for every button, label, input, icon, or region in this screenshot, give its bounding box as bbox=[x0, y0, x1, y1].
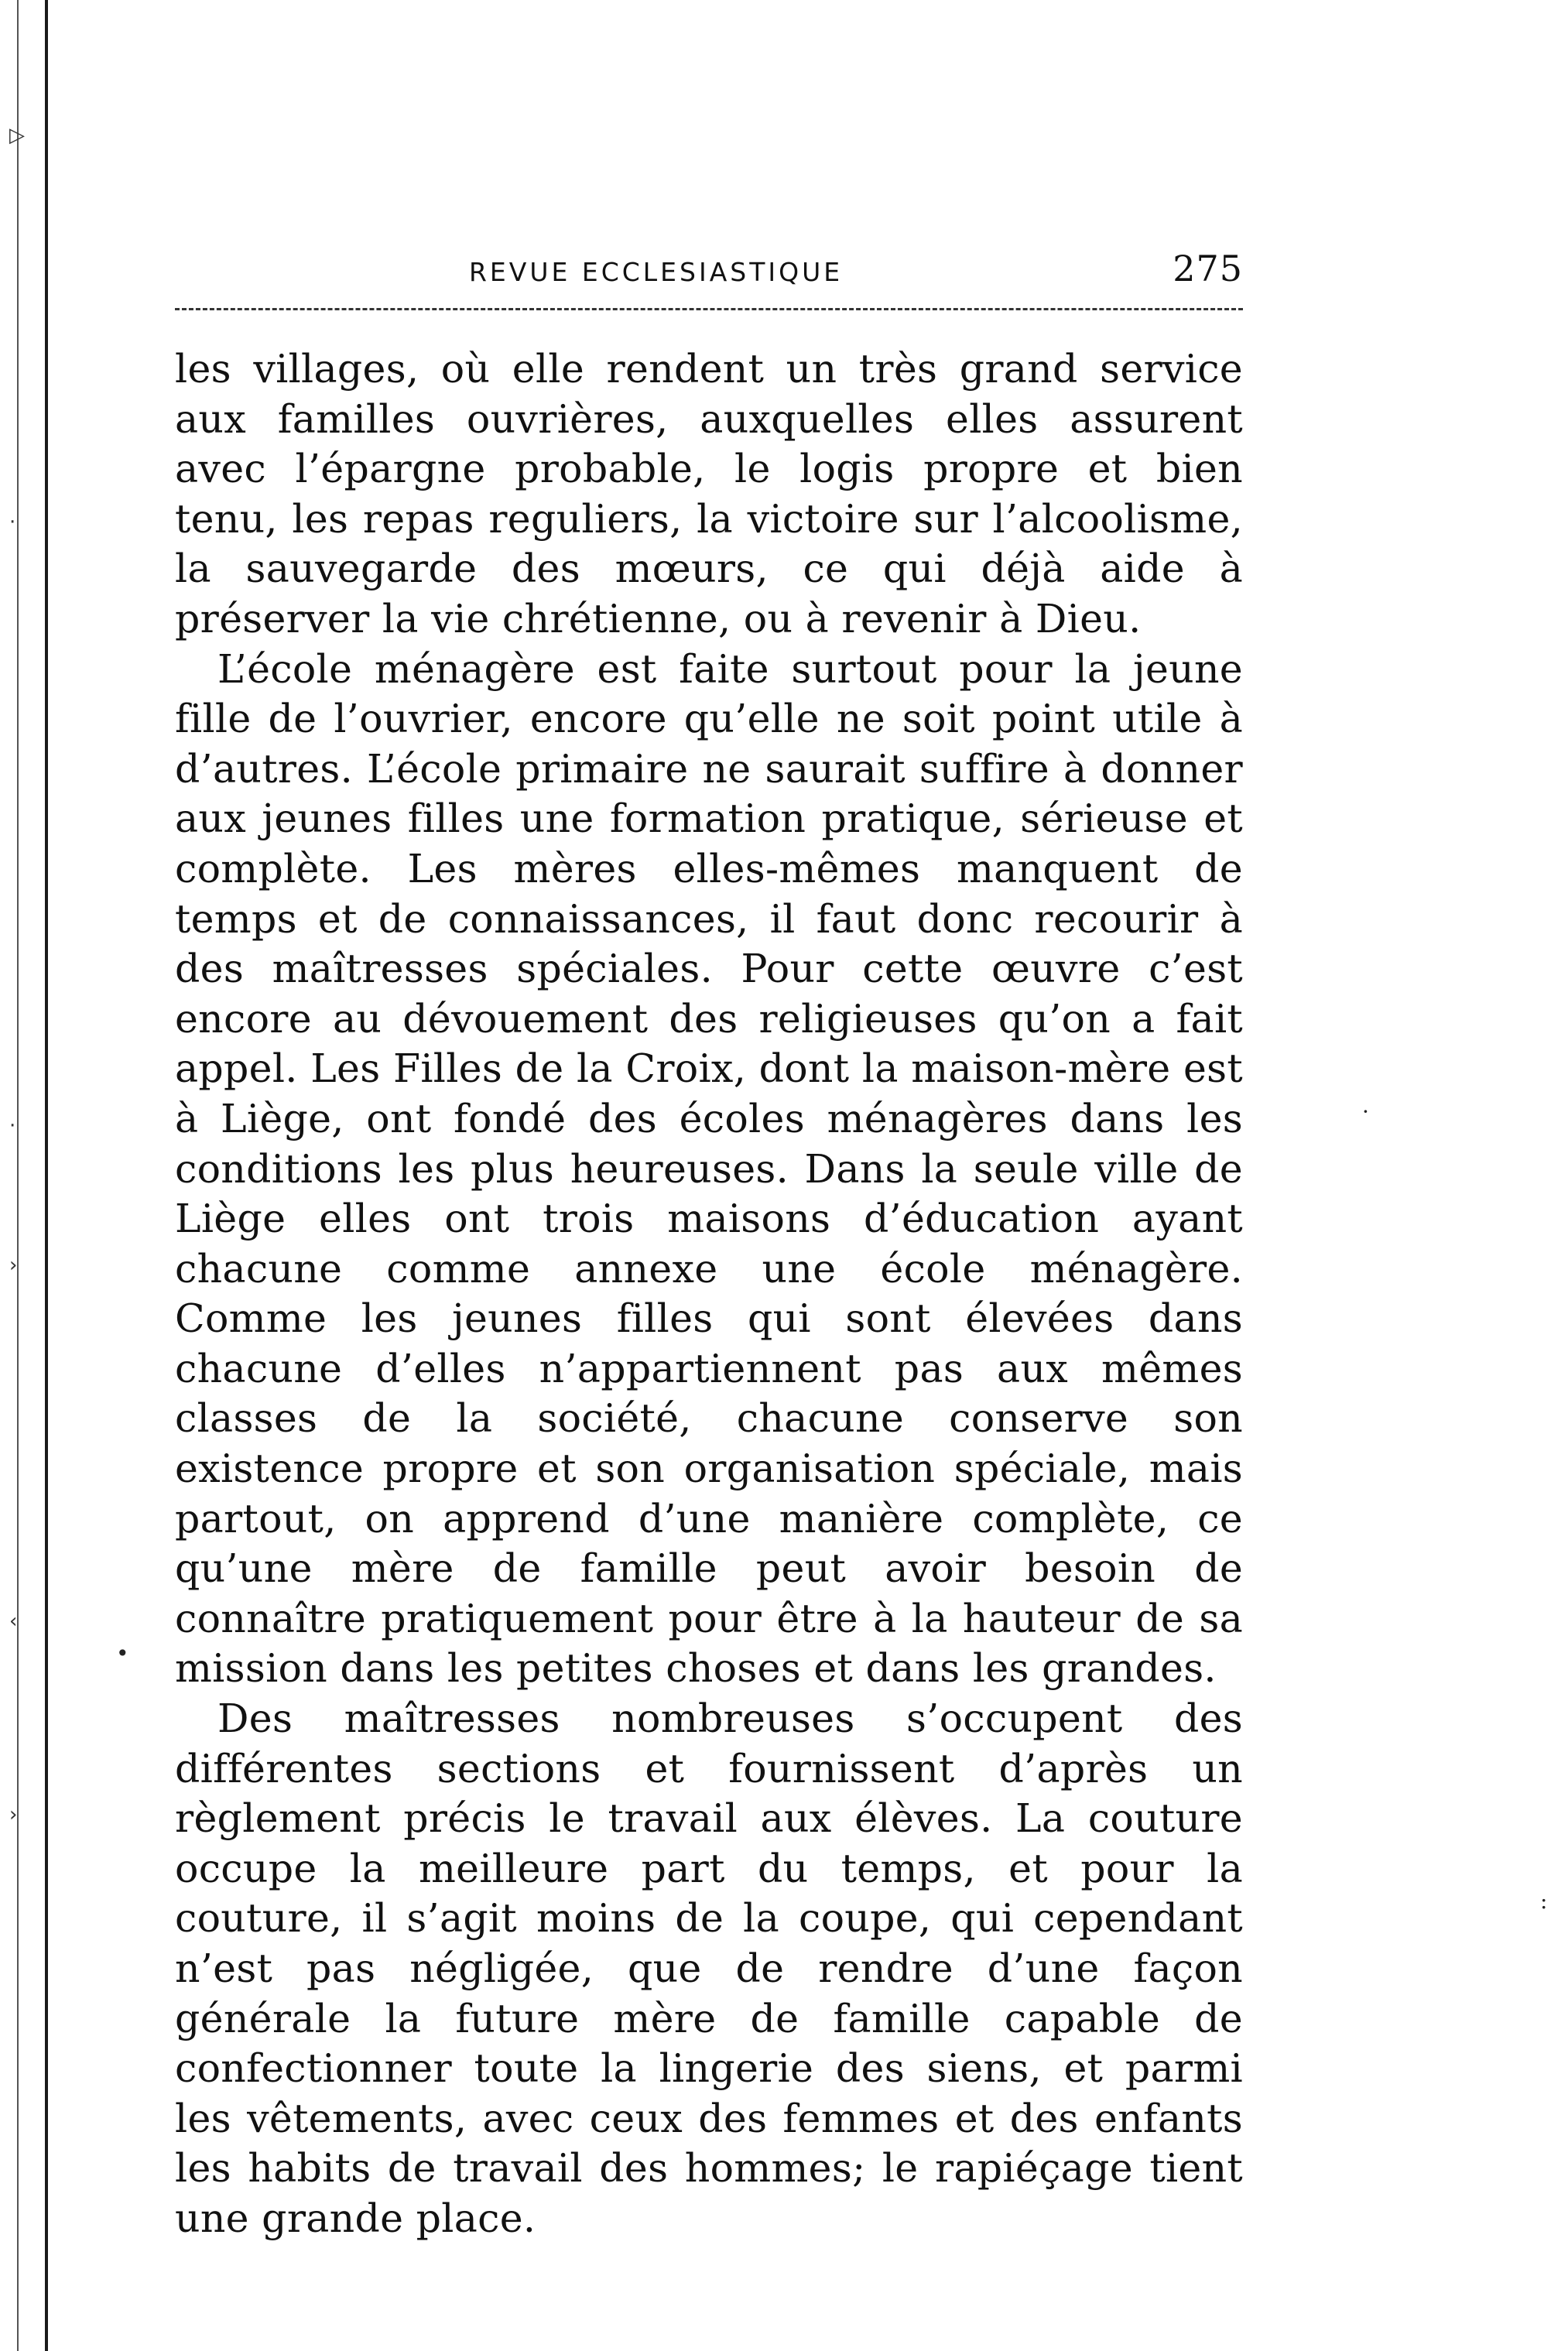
page-header bbox=[175, 248, 1243, 302]
margin-mark: ▷ bbox=[9, 124, 25, 147]
speck: : bbox=[1540, 1888, 1548, 1914]
paragraph: Des maîtresses nombreuses s’occupent des différentes sections et fournissent d’après un règlement précis le travail aux élèves. La couture occupe la meilleure part du temps, et pour la couture, il s’agit moins de la coupe, qui cependant n’est pas négligée, que de rendre d’une façon générale la future mère de famille capable de confectionner toute la lingerie des siens, et parmi les vêtements, avec ceux des femmes et des enfants les habits de travail des hommes; le rapiéçage tient une grande place. bbox=[175, 1696, 1243, 2241]
header-rule bbox=[175, 308, 1243, 310]
binding-edge-line bbox=[45, 0, 48, 2351]
running-title: REVUE ECCLESIASTIQUE bbox=[469, 257, 844, 287]
margin-mark: › bbox=[9, 1803, 18, 1826]
body-text bbox=[175, 344, 1243, 2244]
paragraph: L’école ménagère est faite surtout pour la jeune fille de l’ouvrier, encore qu’elle ne soit point utile à d’autres. L’école primaire ne saurait suffire à donner aux jeunes filles une formation pratique, sérieuse et complète. Les mères elles-mêmes manquent de temps et de connaissances, il faut donc recourir à des maîtresses spéciales. Pour cette œuvre c’est encore au dévouement des religieuses qu’on a fait appel. Les Filles de la Croix, dont la maison-mère est à Liège, ont fondé des écoles ménagères dans les conditions les plus heureuses. Dans la seule ville de Liège elles ont trois maisons d’éducation ayant chacune comme annexe une école ménagère. Comme les jeunes filles qui sont élevées dans chacune d’elles n’appartiennent pas aux mêmes classes de la société, chacune conserve son existence propre et son organisation spéciale, mais partout, on apprend d’une manière complète, ce qu’une mère de famille peut avoir besoin de connaître pratiquement pour être à la hauteur de sa mission dans les petites choses et dans les grandes. bbox=[175, 645, 1243, 1692]
page-number: 275 bbox=[1173, 248, 1243, 289]
speck: • bbox=[116, 1641, 129, 1666]
binding-edge-line bbox=[17, 0, 19, 2351]
margin-mark: ‹ bbox=[9, 1610, 18, 1633]
margin-mark: › bbox=[9, 1254, 18, 1277]
speck: · bbox=[1362, 1099, 1369, 1124]
margin-mark: · bbox=[9, 1114, 16, 1138]
book-page bbox=[175, 248, 1243, 2244]
paragraph: les villages, où elle rendent un très grand service aux familles ouvrières, auxquelles elles assurent avec l’épargne probable, le logis propre et bien tenu, les repas reguliers, la victoire sur l’alcoolisme, la sauvegarde des mœurs, ce qui déjà aide à préserver la vie chrétienne, ou à revenir à Dieu. bbox=[175, 346, 1243, 642]
margin-mark: · bbox=[9, 511, 16, 534]
